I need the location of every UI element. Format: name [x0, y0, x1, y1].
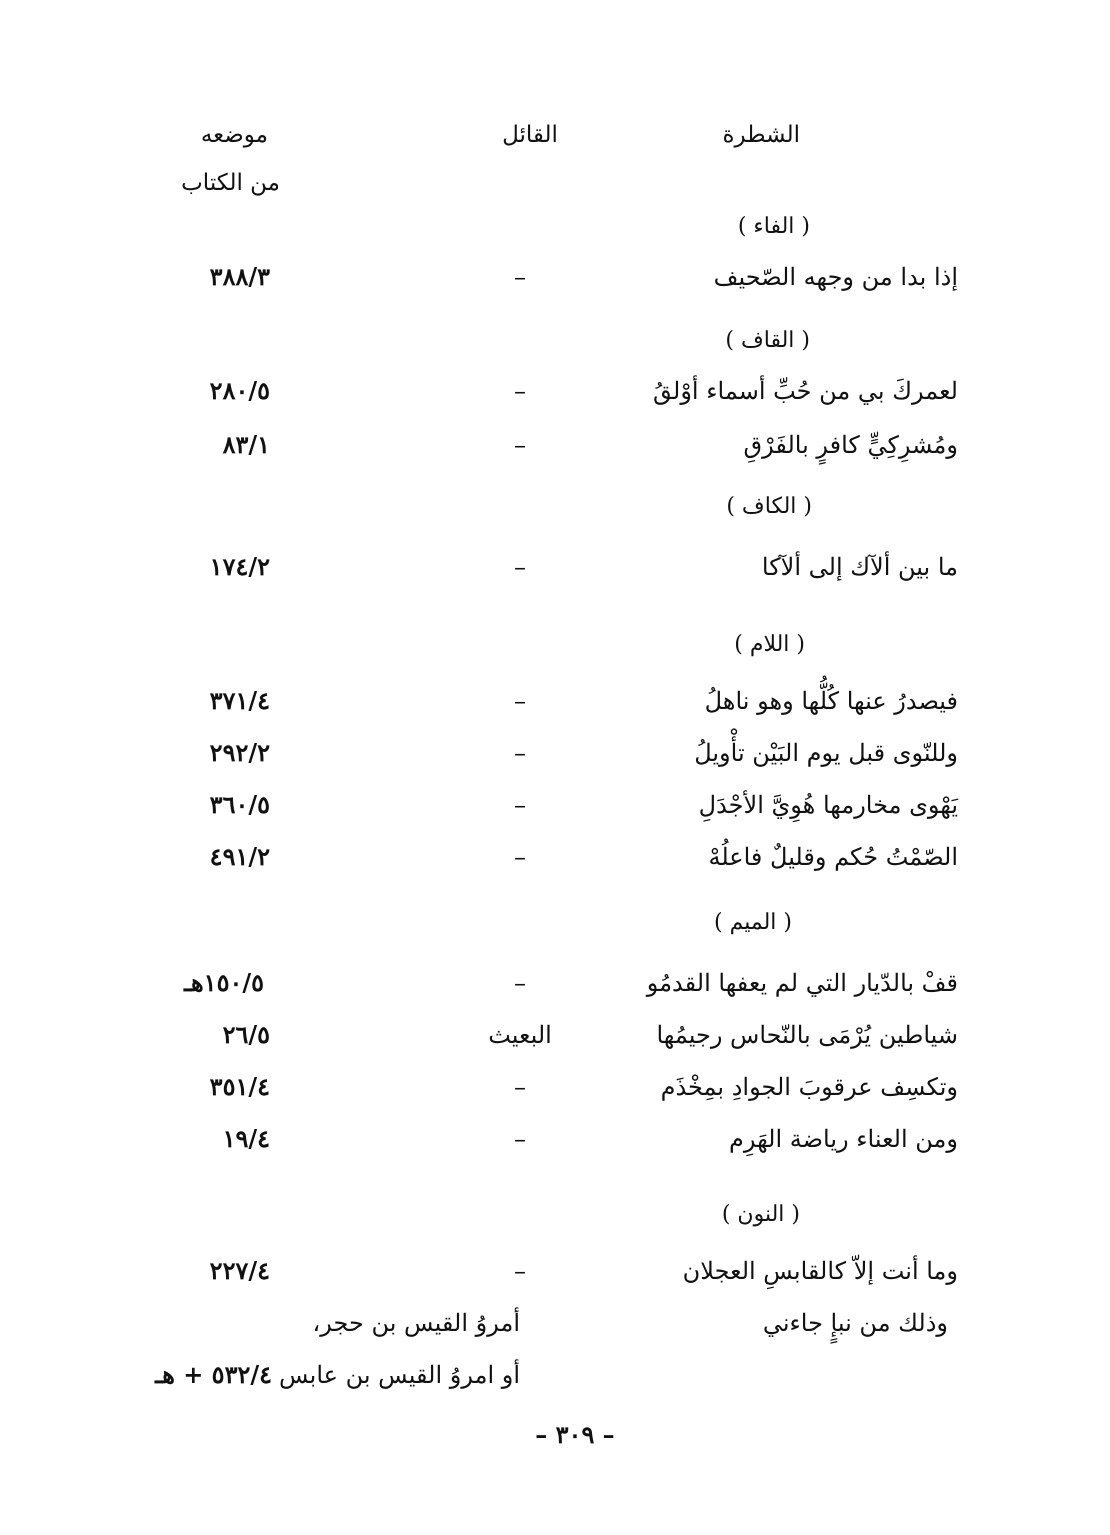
verse-text: وتكسِف عرقوبَ الجوادِ بمِخْذَم	[660, 1073, 958, 1101]
verse-text: الصّمْتُ حُكم وقليلٌ فاعلُهْ	[708, 843, 958, 871]
book-reference: ٢٨٠/٥	[209, 376, 270, 405]
verse-text: لعمركَ بي من حُبِّ أسماء أوْلقُ	[653, 377, 958, 405]
poet-name: –	[514, 1073, 526, 1101]
poet-name: –	[514, 969, 526, 997]
book-reference: ٣٨٨/٣	[209, 262, 270, 291]
book-reference: ٨٣/١	[222, 430, 270, 459]
verse-text: وما أنت إلاّ كالقابسِ العجلان	[682, 1257, 958, 1285]
book-reference: ٢٩٢/٢	[209, 738, 270, 767]
poet-name: –	[514, 843, 526, 871]
book-reference: ٥٣٢/٤ + هـ	[155, 1360, 272, 1389]
book-reference: ١٧٤/٢	[209, 552, 270, 581]
book-reference: ٣٧١/٤	[209, 686, 270, 715]
poet-name: –	[514, 263, 526, 291]
poet-name-alternative: أو امروُ القيس بن عابس	[279, 1361, 520, 1389]
section-heading-fa: ( الفاء )	[737, 214, 810, 239]
header-poet: القائل	[502, 122, 558, 148]
verse-text: شياطين يُرْمَى بالنّحاس رجيمُها	[656, 1021, 958, 1049]
section-heading-lam: ( اللام )	[734, 632, 805, 657]
verse-text: وذلك من نبإٍ جاءني	[762, 1309, 948, 1337]
verse-text: ومن العناء رياضة الهَرِم	[729, 1125, 958, 1153]
verse-text: قفْ بالدّيار التي لم يعفها القدمُو	[646, 969, 958, 997]
book-reference: ١٥٠/٥هـ	[183, 968, 264, 997]
header-ref-line1: موضعه	[200, 122, 268, 148]
poet-name: –	[514, 739, 526, 767]
poet-name: البعيث	[488, 1021, 552, 1049]
section-heading-nun: ( النون )	[721, 1202, 800, 1227]
poet-name: أمروُ القيس بن حجر،	[312, 1309, 520, 1337]
book-reference: ١٩/٤	[222, 1124, 270, 1153]
section-heading-kaf: ( الكاف )	[726, 494, 812, 519]
poet-name: –	[514, 1125, 526, 1153]
poet-name: –	[514, 553, 526, 581]
section-heading-qaf: ( القاف )	[725, 328, 810, 353]
book-reference: ٣٥١/٤	[209, 1072, 270, 1101]
verse-text: وللنّوى قبل يوم البَيْن تأْويلُ	[694, 739, 958, 767]
verse-text: فيصدرُ عنها كُلُّها وهو ناهلُ	[704, 687, 958, 715]
verse-text: ما بين ألآك إلى ألآكا	[761, 553, 958, 581]
verse-text: يَهْوى مخارمها هُوِيَّ الأجْدَلِ	[698, 791, 958, 819]
poet-name: –	[514, 377, 526, 405]
book-reference: ٢٢٧/٤	[209, 1256, 270, 1285]
verse-text: ومُشرِكِيٍّ كافرٍ بالفَرْقِ	[743, 431, 958, 459]
header-ref-line2: من الكتاب	[181, 170, 280, 196]
poet-name: –	[514, 791, 526, 819]
book-reference: ٣٦٠/٥	[209, 790, 270, 819]
header-verse: الشطرة	[722, 122, 800, 148]
book-reference: ٤٩١/٢	[209, 842, 270, 871]
section-heading-mim: ( الميم )	[714, 910, 792, 935]
poet-name: –	[514, 431, 526, 459]
page-number: – ٣٠٩ –	[535, 1420, 615, 1449]
poet-name: –	[514, 1257, 526, 1285]
poet-name: –	[514, 687, 526, 715]
verse-text: إذا بدا من وجهه الصّحيف	[713, 263, 958, 291]
book-reference: ٢٦/٥	[222, 1020, 270, 1049]
